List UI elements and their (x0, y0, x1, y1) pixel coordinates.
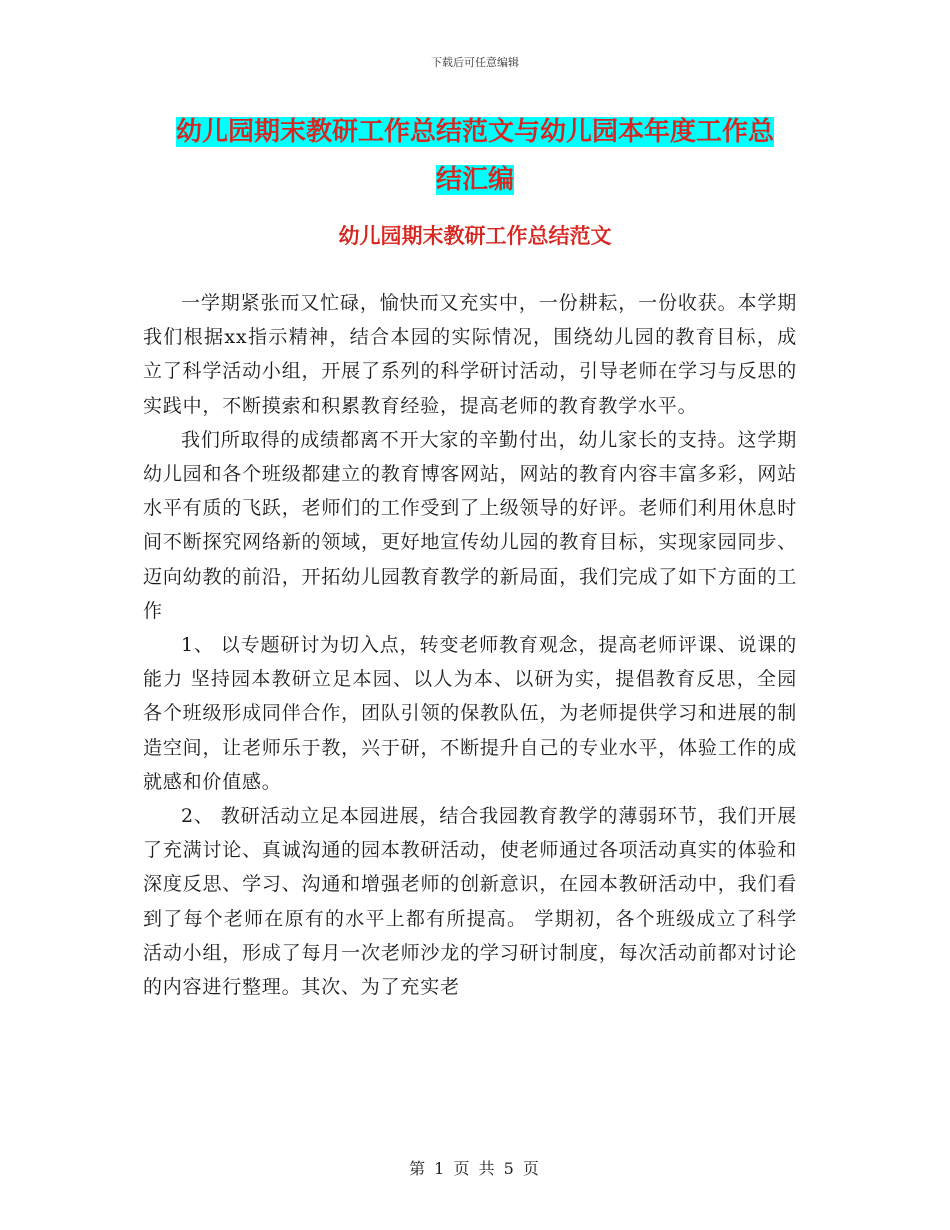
document-title-line-1: 幼儿园期末教研工作总结范文与幼儿园本年度工作总 (175, 117, 774, 147)
paragraph: 一学期紧张而又忙碌，愉快而又充实中，一份耕耘，一份收获。本学期我们根据xx指示精神，结合本园的实际情况，围绕幼儿园的教育目标，成立了科学活动小组，开展了系列的科学研讨活动，引导老师在学习与反思的实践中，不断摸索和积累教育经验，提高老师的教育教学水平。 (143, 292, 797, 417)
paragraph: 我们所取得的成绩都离不开大家的辛勤付出，幼儿家长的支持。这学期幼儿园和各个班级都建立的教育博客网站，网站的教育内容丰富多彩，网站水平有质的飞跃，老师们的工作受到了上级领导的好评。老师们利用休息时间不断探究网络新的领域，更好地宣传幼儿园的教育目标，实现家园同步、迈向幼教的前沿，开拓幼儿园教育教学的新局面，我们完成了如下方面的工作 (143, 428, 797, 622)
paragraph: 1、 以专题研讨为切入点，转变老师教育观念，提高老师评课、说课的能力 坚持园本教研立足本园、以人为本、以研为实，提倡教育反思，全园各个班级形成同伴合作，团队引领的保教队伍，为老师提供学习和进展的制造空间，让老师乐于教，兴于研，不断提升自己的专业水平，体验工作的成就感和价值感。 (143, 634, 797, 793)
document-title (150, 108, 800, 204)
body-text (143, 286, 797, 1004)
page-indicator: 第 1 页 共 5 页 (409, 1159, 541, 1178)
document-title-line-2: 结汇编 (435, 165, 514, 195)
header-note: 下载后可任意编辑 (431, 56, 519, 69)
section-title: 幼儿园期末教研工作总结范文 (338, 224, 612, 248)
paragraph: 2、 教研活动立足本园进展，结合我园教育教学的薄弱环节，我们开展了充满讨论、真诚沟通的园本教研活动，使老师通过各项活动真实的体验和深度反思、学习、沟通和增强老师的创新意识，在园本教研活动中，我们看到了每个老师在原有的水平上都有所提高。 学期初，各个班级成立了科学活动小组，形成了每月一次老师沙龙的学习研讨制度，每次活动前都对讨论的内容进行整理。其次、为了充实老 (143, 805, 797, 999)
